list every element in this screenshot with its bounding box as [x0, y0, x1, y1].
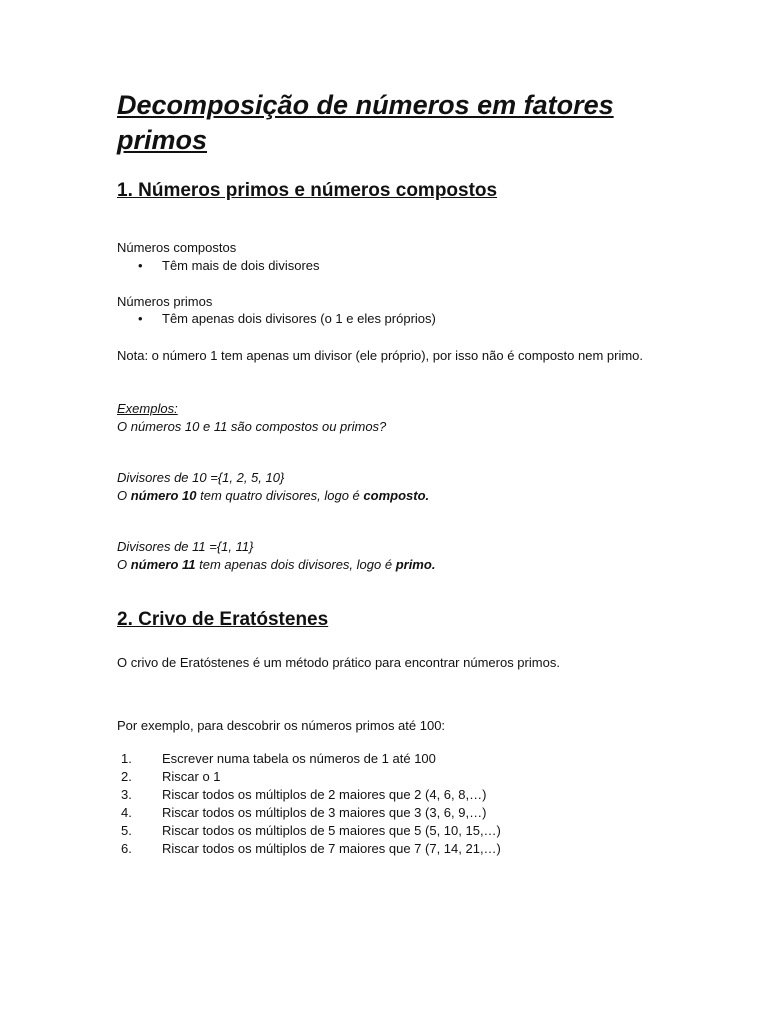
divisores-10: Divisores de 10 ={1, 2, 5, 10}	[117, 470, 285, 485]
primos-bullet: Têm apenas dois divisores (o 1 e eles próprios)	[162, 311, 436, 326]
divisores-11: Divisores de 11 ={1, 11}	[117, 539, 254, 554]
crivo-intro: O crivo de Eratóstenes é um método prático para encontrar números primos.	[117, 655, 560, 670]
step-text: Riscar todos os múltiplos de 7 maiores que 7 (7, 14, 21,…)	[162, 841, 501, 856]
section-1-heading: 1. Números primos e números compostos	[117, 180, 498, 201]
primos-label: Números primos	[117, 294, 213, 309]
numero-10-e: .	[425, 488, 430, 503]
numero-11-a: O	[117, 557, 131, 572]
numero-11-e: .	[431, 557, 436, 572]
numero-11-c: tem apenas dois divisores, logo é	[195, 557, 396, 572]
exemplos-question: O números 10 e 11 são compostos ou primos?	[117, 419, 387, 434]
step-number: 3.	[121, 787, 132, 802]
crivo-example: Por exemplo, para descobrir os números primos até 100:	[117, 718, 446, 733]
numero-11-b: número 11	[130, 557, 196, 572]
numero-10-d: composto	[363, 488, 426, 503]
step-text: Riscar o 1	[162, 769, 221, 784]
step-number: 1.	[121, 751, 132, 766]
numero-11-d: primo	[395, 557, 432, 572]
numero-10-a: O	[117, 488, 131, 503]
numero-10-line	[117, 487, 677, 505]
step-text: Riscar todos os múltiplos de 3 maiores que 3 (3, 6, 9,…)	[162, 805, 487, 820]
step-text: Riscar todos os múltiplos de 2 maiores que 2 (4, 6, 8,…)	[162, 787, 487, 802]
step-text: Riscar todos os múltiplos de 5 maiores que 5 (5, 10, 15,…)	[162, 823, 501, 838]
bullet-icon: •	[138, 311, 143, 326]
step-number: 6.	[121, 841, 132, 856]
exemplos-label: Exemplos:	[117, 401, 178, 416]
step-text: Escrever numa tabela os números de 1 até 100	[162, 751, 436, 766]
step-number: 5.	[121, 823, 132, 838]
compostos-label: Números compostos	[117, 240, 237, 255]
step-number: 4.	[121, 805, 132, 820]
step-number: 2.	[121, 769, 132, 784]
numero-10-c: tem quatro divisores, logo é	[196, 488, 364, 503]
numero-11-line	[117, 556, 677, 574]
section-2-heading: 2. Crivo de Eratóstenes	[117, 609, 329, 630]
nota-paragraph: Nota: o número 1 tem apenas um divisor (ele próprio), por isso não é composto nem primo.	[117, 348, 644, 363]
page-title: Decomposição de números em fatores primos	[117, 90, 614, 155]
compostos-bullet: Têm mais de dois divisores	[162, 258, 320, 273]
bullet-icon: •	[138, 258, 143, 273]
numero-10-b: número 10	[130, 488, 197, 503]
